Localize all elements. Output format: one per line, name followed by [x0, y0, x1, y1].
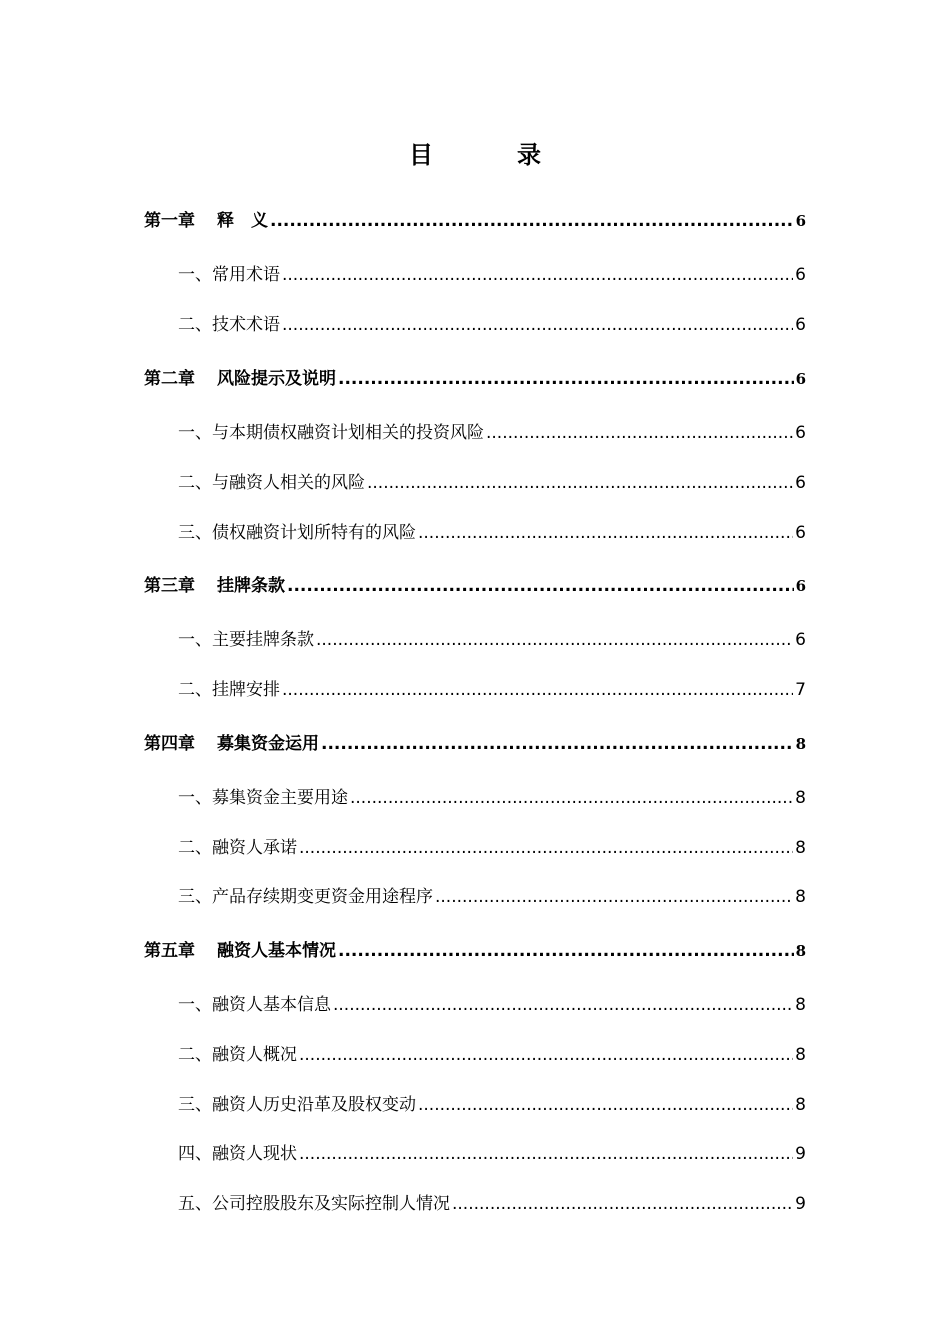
dot-leader [321, 734, 794, 754]
page-number: 6 [795, 630, 806, 650]
chapter-title: 风险提示及说明 [217, 369, 336, 389]
dot-leader [338, 369, 794, 389]
dot-leader [418, 523, 793, 543]
page-number: 6 [795, 577, 806, 595]
toc-section-label: 二、融资人承诺 [178, 838, 297, 858]
toc-section-label: 二、与融资人相关的风险 [178, 473, 365, 493]
dot-leader [270, 211, 794, 231]
dot-leader [287, 576, 794, 596]
toc-section-label: 一、主要挂牌条款 [178, 630, 314, 650]
dot-leader [299, 838, 793, 858]
toc-section-entry[interactable] [178, 882, 806, 907]
page-number: 8 [795, 1095, 806, 1115]
toc-chapter-label [144, 571, 285, 596]
dot-leader [452, 1194, 793, 1214]
dot-leader [299, 1144, 793, 1164]
toc-section-entry[interactable] [178, 310, 806, 335]
toc-section-entry[interactable] [178, 1090, 806, 1115]
chapter-number: 第五章 [144, 941, 195, 961]
page-number: 6 [795, 473, 806, 493]
toc-section-entry[interactable] [178, 675, 806, 700]
toc-chapter-label [144, 364, 336, 389]
toc-chapter-label [144, 729, 319, 754]
toc-section-entry[interactable] [178, 260, 806, 285]
page-number: 8 [795, 995, 806, 1015]
toc-section-label: 一、募集资金主要用途 [178, 788, 348, 808]
toc-section-entry[interactable] [178, 1139, 806, 1164]
dot-leader [316, 630, 793, 650]
page-number: 7 [795, 680, 806, 700]
page-number: 6 [795, 370, 806, 388]
toc-section-label: 五、公司控股股东及实际控制人情况 [178, 1194, 450, 1214]
toc-section-entry[interactable] [178, 783, 806, 808]
page-number: 6 [795, 265, 806, 285]
toc-section-entry[interactable] [178, 468, 806, 493]
page-number: 6 [795, 212, 806, 230]
toc-section-label: 一、与本期债权融资计划相关的投资风险 [178, 423, 484, 443]
page-number: 6 [795, 423, 806, 443]
dot-leader [418, 1095, 793, 1115]
toc-chapter-entry[interactable] [144, 571, 806, 596]
toc-chapter-entry[interactable] [144, 729, 806, 754]
toc-section-entry[interactable] [178, 625, 806, 650]
dot-leader [299, 1045, 793, 1065]
toc-section-entry[interactable] [178, 518, 806, 543]
toc-section-label: 一、常用术语 [178, 265, 280, 285]
dot-leader [333, 995, 793, 1015]
page-number: 6 [795, 315, 806, 335]
toc-chapter-label [144, 936, 336, 961]
page-number: 8 [795, 735, 806, 753]
chapter-title: 释 义 [217, 211, 268, 231]
toc-section-entry[interactable] [178, 1040, 806, 1065]
toc-chapter-entry[interactable] [144, 936, 806, 961]
toc-section-label: 三、融资人历史沿革及股权变动 [178, 1095, 416, 1115]
dot-leader [282, 265, 793, 285]
toc-section-entry[interactable] [178, 1189, 806, 1214]
toc-section-entry[interactable] [178, 833, 806, 858]
page-number: 8 [795, 1045, 806, 1065]
page-number: 8 [795, 788, 806, 808]
dot-leader [435, 887, 793, 907]
toc-section-label: 二、技术术语 [178, 315, 280, 335]
dot-leader [486, 423, 793, 443]
page-number: 9 [795, 1144, 806, 1164]
toc-section-label: 三、债权融资计划所特有的风险 [178, 523, 416, 543]
toc-section-entry[interactable] [178, 990, 806, 1015]
chapter-title: 募集资金运用 [217, 734, 319, 754]
page-number: 8 [795, 887, 806, 907]
dot-leader [282, 315, 793, 335]
page-number: 9 [795, 1194, 806, 1214]
dot-leader [350, 788, 793, 808]
chapter-number: 第二章 [144, 369, 195, 389]
dot-leader [282, 680, 793, 700]
toc-chapter-entry[interactable] [144, 364, 806, 389]
toc-section-label: 二、挂牌安排 [178, 680, 280, 700]
toc-section-label: 四、融资人现状 [178, 1144, 297, 1164]
chapter-number: 第三章 [144, 576, 195, 596]
chapter-title: 挂牌条款 [217, 576, 285, 596]
page-number: 6 [795, 523, 806, 543]
chapter-title: 融资人基本情况 [217, 941, 336, 961]
dot-leader [367, 473, 793, 493]
chapter-number: 第四章 [144, 734, 195, 754]
toc-section-entry[interactable] [178, 418, 806, 443]
page-number: 8 [795, 838, 806, 858]
page-number: 8 [795, 942, 806, 960]
toc-section-label: 二、融资人概况 [178, 1045, 297, 1065]
toc-section-label: 三、产品存续期变更资金用途程序 [178, 887, 433, 907]
page-title: 目 录 [409, 141, 571, 169]
toc-chapter-label [144, 206, 268, 231]
chapter-number: 第一章 [144, 211, 195, 231]
dot-leader [338, 941, 794, 961]
toc-chapter-entry[interactable] [144, 206, 806, 231]
toc-section-label: 一、融资人基本信息 [178, 995, 331, 1015]
